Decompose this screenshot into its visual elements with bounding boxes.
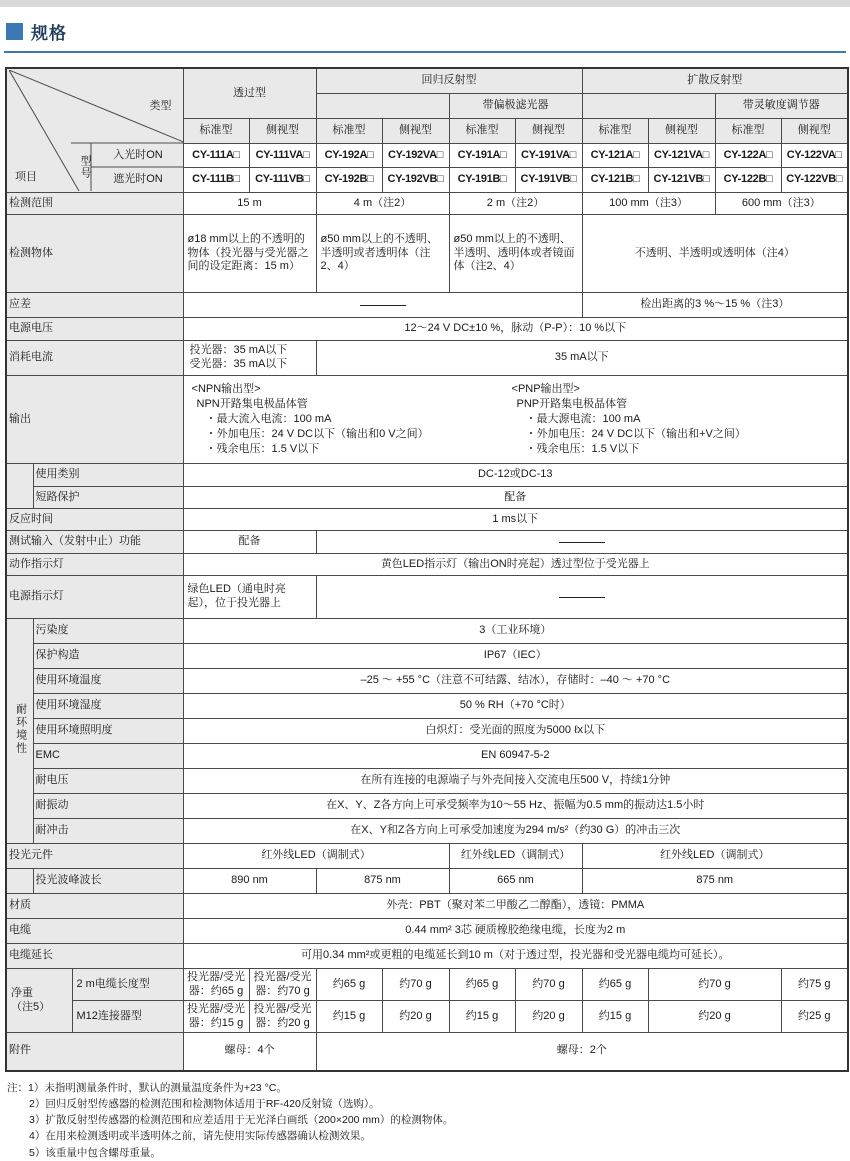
spec-value-line: <PNP输出型> [511,383,580,396]
spec-value-line: ・最大源电流：100 mA [525,413,641,426]
npn-output-block [190,382,510,456]
weight-note-ref: （注5） [11,1000,51,1013]
subgroup-polarizing-filter: 带偏极滤光器 [449,94,582,119]
corner-type-label: 类型 [149,100,172,112]
spec-value-line: ・残余电压：1.5 V以下 [205,442,320,455]
row-label: 使用环境湿度 [33,694,183,719]
spec-value: 可用0.34 mm²或更粗的电缆延长到10 m（对于透过型，投光器和受光器电缆均可延长）。 [183,944,848,969]
label-gutter [6,869,33,894]
footnote-text: 2）回归反射型传感器的检测范围和检测物体适用于RF-420反射镜（选购）。 [29,1097,380,1110]
spec-value: 15 m [183,193,316,215]
model-cell: CY-121VA□ [648,143,715,168]
corner-model-label: 型号 [79,155,91,179]
row-label: 测试输入（发射中止）功能 [6,531,183,554]
spec-value: 665 nm [449,869,582,894]
row-label: 检测范围 [6,193,183,215]
row-sublabel: 2 m电缆长度型 [72,969,183,1001]
subgroup-empty [316,94,449,119]
output-spec-cell [183,376,848,464]
spec-value: 黄色LED指示灯（输出ON时亮起）透过型位于受光器上 [183,554,848,576]
model-cell: CY-122VB□ [781,168,848,193]
spec-value: EN 60947-5-2 [183,744,848,769]
row-label: 电缆 [6,919,183,944]
spec-value: 不透明、半透明或透明体（注4） [582,215,848,293]
spec-value: 100 mm（注3） [582,193,715,215]
model-cell: CY-111A□ [183,143,249,168]
section-header [6,19,850,44]
row-label-weight [6,969,72,1033]
col-type-header: 标准型 [582,118,648,143]
model-cell: CY-192VA□ [382,143,449,168]
spec-value: –25 ～ +55 °C（注意不可结露、结冰），存储时：–40 ～ +70 °C [183,669,848,694]
model-cell: CY-191B□ [449,168,515,193]
dash-mark [559,542,605,543]
spec-na-cell [183,293,582,318]
model-cell: CY-122VA□ [781,143,848,168]
col-type-header: 侧视型 [515,118,582,143]
page-top-edge [0,0,850,7]
spec-value-line: NPN开路集电极晶体管 [196,398,308,411]
spec-value: 约70 g [648,969,781,1001]
row-label: EMC [33,744,183,769]
spec-value: 35 mA以下 [316,341,848,376]
model-cell: CY-111VA□ [249,143,316,168]
spec-value-line: ・外加电压：24 V DC以下（输出和+V之间） [525,427,746,440]
spec-value: 螺母：4个 [183,1033,316,1071]
spec-value: 2 m（注2） [449,193,582,215]
spec-value: 投光器/受光器：约70 g [249,969,316,1001]
model-cell: CY-111B□ [183,168,249,193]
col-type-header: 标准型 [183,118,249,143]
model-cell: CY-121VB□ [648,168,715,193]
col-type-header: 标准型 [715,118,781,143]
weight-label: 净重 [11,986,33,999]
spec-table [5,67,849,1072]
row-label-light-on: 入光时ON [113,149,163,161]
row-label: 耐冲击 [33,819,183,844]
spec-value: 约15 g [582,1001,648,1033]
group-diffuse: 扩散反射型 [582,68,848,94]
spec-value: ø18 mm以上的不透明的物体（投光器与受光器之间的设定距离：15 m） [183,215,316,293]
row-label: 污染度 [33,619,183,644]
model-cell: CY-111VB□ [249,168,316,193]
spec-value: IP67（IEC） [183,644,848,669]
group-thru-beam: 透过型 [183,68,316,118]
page-title: 规格 [31,24,67,43]
group-retroreflective: 回归反射型 [316,68,582,94]
spec-value: 约75 g [781,969,848,1001]
spec-na-cell [316,531,848,554]
subgroup-empty [582,94,715,119]
col-type-header: 侧视型 [648,118,715,143]
model-cell: CY-192B□ [316,168,382,193]
spec-value: 约70 g [515,969,582,1001]
row-label: 使用类别 [33,464,183,487]
spec-value: 约20 g [382,1001,449,1033]
spec-value: 约25 g [781,1001,848,1033]
table-corner [6,68,183,193]
footnote-text: 3）扩散反射型传感器的检测范围和应差适用于无光泽白画纸（200×200 mm）的检测物体。 [29,1114,454,1127]
row-label: 使用环境照明度 [33,719,183,744]
row-label: 消耗电流 [6,341,183,376]
spec-value: 约20 g [515,1001,582,1033]
spec-value: 0.44 mm² 3芯 硬质橡胶绝缘电缆，长度为2 m [183,919,848,944]
spec-value: 约65 g [582,969,648,1001]
spec-value: 875 nm [582,869,848,894]
spec-value: 红外线LED（调制式） [183,844,449,869]
label-gutter [6,464,33,509]
spec-value: 投光器/受光器：约20 g [249,1001,316,1033]
spec-value: 投光器/受光器：约65 g [183,969,249,1001]
spec-value: 875 nm [316,869,449,894]
model-cell: CY-191A□ [449,143,515,168]
footnote-prefix: 注： [7,1081,28,1094]
spec-value: 绿色LED（通电时亮起），位于投光器上 [183,576,316,619]
row-label: 电源电压 [6,318,183,341]
spec-value: 约15 g [449,1001,515,1033]
footnote-text: 1）未指明测量条件时，默认的测量温度条件为+23 °C。 [28,1081,287,1094]
dash-mark [559,597,605,598]
spec-value: 12～24 V DC±10 %，脉动（P-P）：10 %以下 [183,318,848,341]
corner-item-label: 项目 [15,171,37,184]
col-type-header: 侧视型 [781,118,848,143]
spec-value: 螺母：2个 [316,1033,848,1071]
row-label: 检测物体 [6,215,183,293]
row-label: 使用环境温度 [33,669,183,694]
spec-value: 约65 g [316,969,382,1001]
row-label-dark-on: 遮光时ON [113,173,163,185]
col-type-header: 侧视型 [249,118,316,143]
footnotes [7,1080,850,1161]
spec-value: 50 % RH（+70 °C时） [183,694,848,719]
model-cell: CY-192A□ [316,143,382,168]
spec-value: 890 nm [183,869,316,894]
title-underline [4,51,846,53]
env-group-vertical-text: 耐环境性 [14,702,27,755]
row-label: 附件 [6,1033,183,1071]
spec-value: 约70 g [382,969,449,1001]
col-type-header: 标准型 [316,118,382,143]
model-cell: CY-192VB□ [382,168,449,193]
env-group-label [6,619,33,844]
row-label: 投光元件 [6,844,183,869]
spec-value: 检出距离的3 %～15 %（注3） [582,293,848,318]
spec-value-line: 投光器：35 mA以下 [189,344,288,357]
model-cell: CY-121A□ [582,143,648,168]
footnote-line [7,1112,850,1128]
spec-value: 红外线LED（调制式） [582,844,848,869]
row-label: 耐振动 [33,794,183,819]
spec-value: 3（工业环境） [183,619,848,644]
spec-value [183,341,316,376]
row-label: 反应时间 [6,509,183,531]
spec-value-line: ・残余电压：1.5 V以下 [525,442,640,455]
pnp-output-block [510,382,830,456]
subgroup-sensitivity-adjuster: 带灵敏度调节器 [715,94,848,119]
spec-value: 600 mm（注3） [715,193,848,215]
section-marker-icon [6,23,23,40]
spec-value-line: ・最大流入电流：100 mA [205,413,332,426]
spec-value: 红外线LED（调制式） [449,844,582,869]
spec-na-cell [316,576,848,619]
spec-value: 在X、Y、Z各方向上可承受频率为10～55 Hz、振幅为0.5 mm的振动达1.5小时 [183,794,848,819]
spec-value: 在所有连接的电源端子与外壳间接入交流电压500 V，持续1分钟 [183,769,848,794]
spec-value-line: <NPN输出型> [191,383,261,396]
row-label: 材质 [6,894,183,919]
row-label: 动作指示灯 [6,554,183,576]
footnote-line [7,1145,850,1161]
row-label: 输出 [6,376,183,464]
row-label: 投光波峰波长 [33,869,183,894]
footnote-text: 5）该重量中包含螺母重量。 [29,1146,161,1159]
dash-mark [360,305,406,306]
row-label: 电缆延长 [6,944,183,969]
spec-value: 约65 g [449,969,515,1001]
spec-value: DC-12或DC-13 [183,464,848,487]
spec-value: 4 m（注2） [316,193,449,215]
row-sublabel: M12连接器型 [72,1001,183,1033]
spec-value-line: ・外加电压：24 V DC以下（输出和0 V之间） [205,427,429,440]
spec-value: ø50 mm以上的不透明、半透明或者透明体（注2、4） [316,215,449,293]
row-label: 应差 [6,293,183,318]
model-cell: CY-121B□ [582,168,648,193]
spec-value: 白炽灯：受光面的照度为5000 ℓx以下 [183,719,848,744]
model-cell: CY-191VB□ [515,168,582,193]
spec-value: 1 ms以下 [183,509,848,531]
spec-value-line: PNP开路集电极晶体管 [516,398,628,411]
footnote-text: 4）在用来检测透明或半透明体之前，请先使用实际传感器确认检测效果。 [29,1130,371,1143]
spec-value: 投光器/受光器：约15 g [183,1001,249,1033]
spec-value: 在X、Y和Z各方向上可承受加速度为294 m/s²（约30 G）的冲击三次 [183,819,848,844]
col-type-header: 标准型 [449,118,515,143]
footnote-line [7,1080,850,1096]
spec-value: ø50 mm以上的不透明、半透明、透明体或者镜面体（注2、4） [449,215,582,293]
footnote-line [7,1096,850,1112]
row-label: 电源指示灯 [6,576,183,619]
row-label: 耐电压 [33,769,183,794]
spec-value: 配备 [183,487,848,509]
spec-value: 外壳：PBT（聚对苯二甲酸乙二醇酯），透镜：PMMA [183,894,848,919]
model-cell: CY-122A□ [715,143,781,168]
spec-value: 约15 g [316,1001,382,1033]
spec-value: 配备 [183,531,316,554]
spec-value-line: 受光器：35 mA以下 [189,358,288,370]
row-label: 保护构造 [33,644,183,669]
model-cell: CY-191VA□ [515,143,582,168]
row-label: 短路保护 [33,487,183,509]
col-type-header: 侧视型 [382,118,449,143]
model-cell: CY-122B□ [715,168,781,193]
spec-value: 约20 g [648,1001,781,1033]
